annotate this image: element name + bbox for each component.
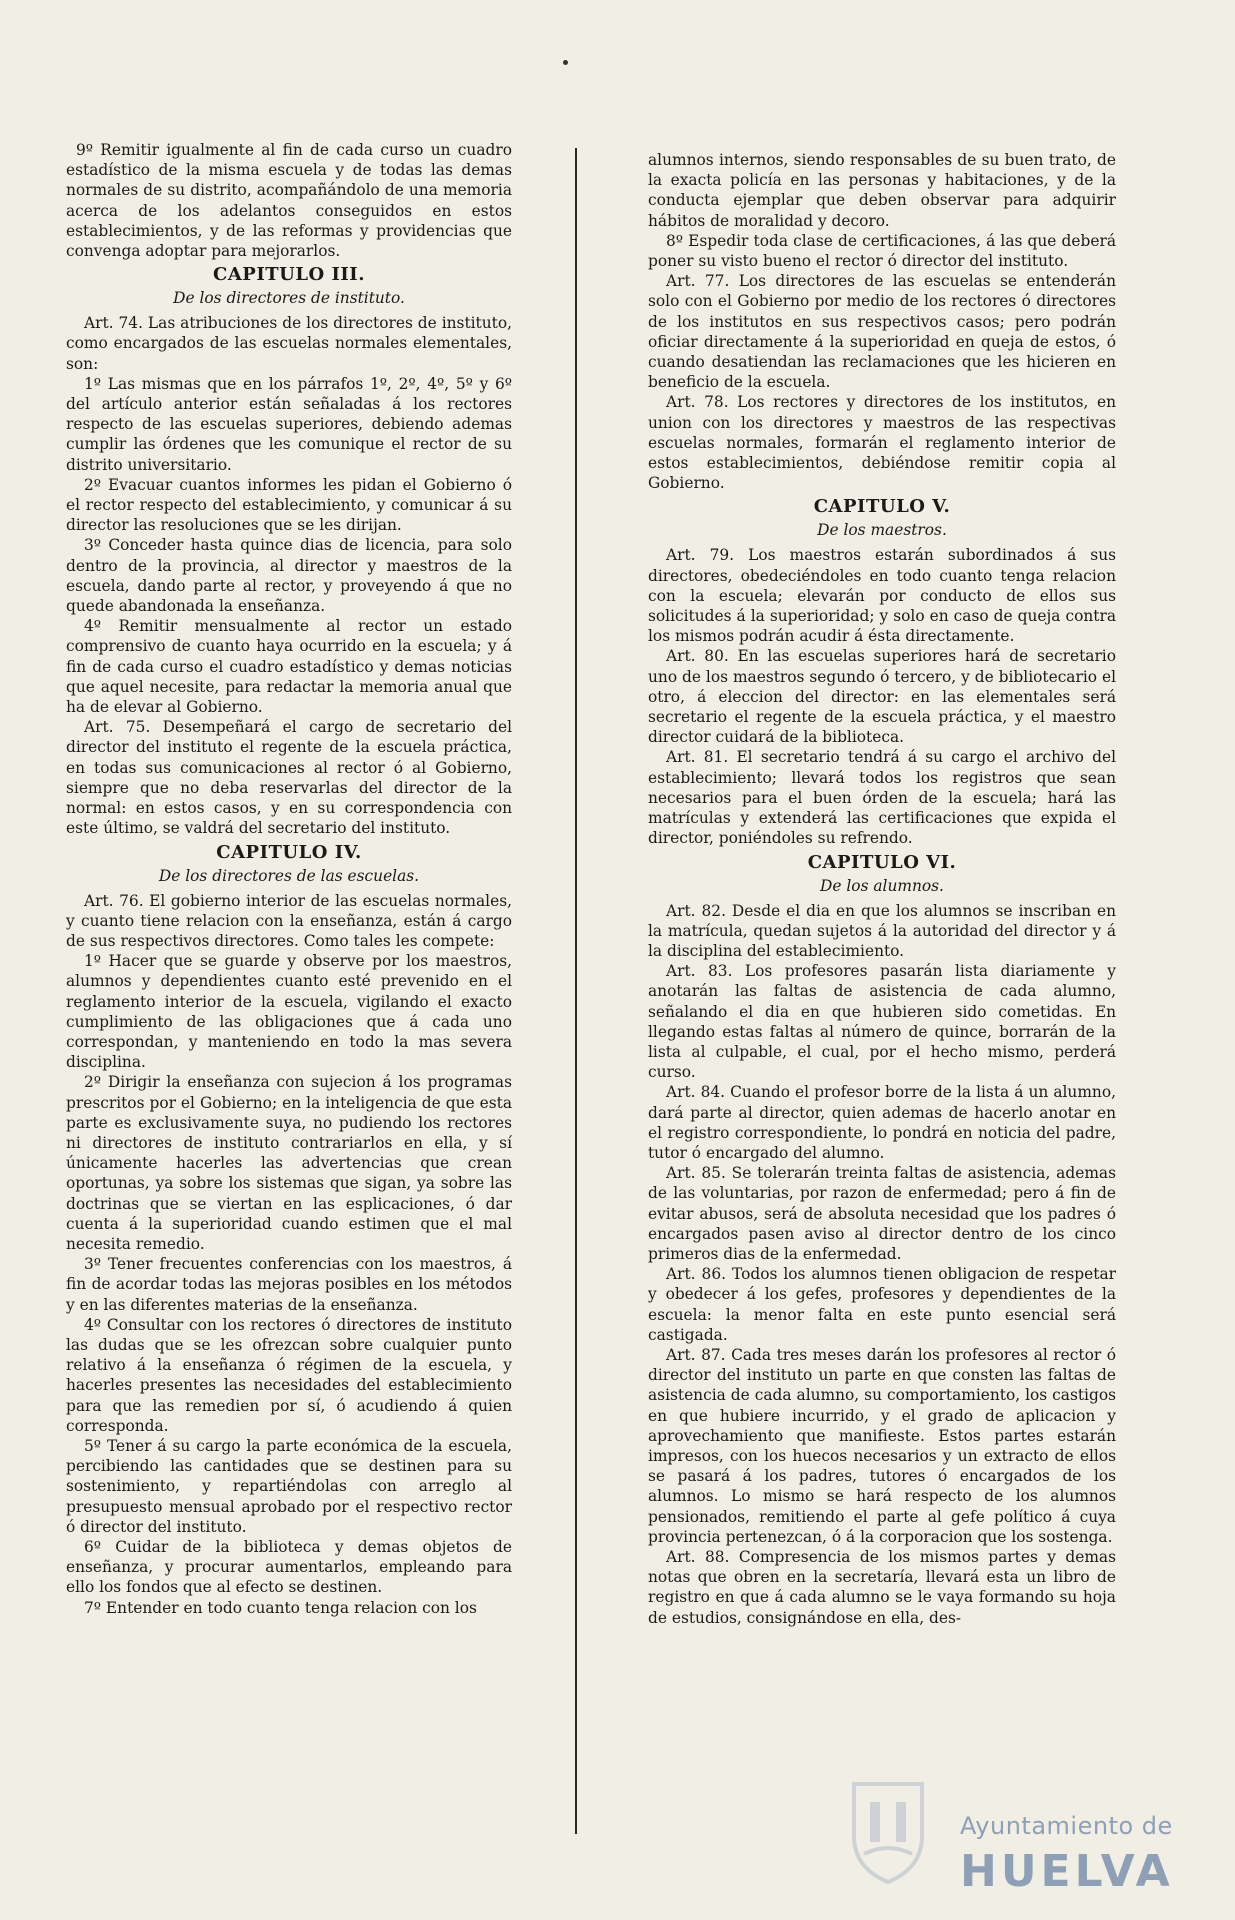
- chapter-5-subtitle: De los maestros.: [817, 521, 947, 540]
- article-88: Art. 88. Compresencia de los mismos partes y demas notas que obren en la secretaría, llevará esta un libro de registro en que á cada alumno se le vaya formando su hoja de estudios, consignándose en ella, des-: [648, 1548, 1116, 1627]
- page-mark: [563, 60, 568, 65]
- article-76: Art. 76. El gobierno interior de las escuelas normales, y cuanto tiene relacion con la enseñanza, están á cargo de sus respectivos directores. Como tales les compete:: [66, 891, 512, 950]
- chapter-5-title: CAPITULO V.: [813, 496, 951, 518]
- article-74-item-4: 4º Remitir mensualmente al rector un estado comprensivo de cuanto haya ocurrido en la escuela; y á fin de cada curso el cuadro estadístico y demas noticias que aquel necesite, para redactar la memoria anual que ha de elevar al Gobierno.: [66, 617, 512, 717]
- article-76-item-6: 6º Cuidar de la biblioteca y demas objetos de enseñanza, y procurar aumentarlos, empleando para ello los fondos que al efecto se destinen.: [66, 1538, 512, 1597]
- chapter-6-subtitle: De los alumnos.: [820, 876, 944, 895]
- watermark-line-2: HUELVA: [960, 1846, 1174, 1897]
- article-74-item-2: 2º Evacuar cuantos informes les pidan el Gobierno ó el rector respecto del establecimiento, y comunicar á su director las resoluciones que se les dirijan.: [66, 475, 512, 535]
- article-76-item-4: 4º Consultar con los rectores ó directores de instituto las dudas que se les ofrezcan sobre cualquier punto relativo á la enseñanza ó régimen de la escuela, y hacerles presentes las necesidades del establecimiento para que las remedien por sí, ó acudiendo á quien corresponda.: [66, 1315, 512, 1435]
- column-divider: [575, 148, 577, 1834]
- article-76-item-1: 1º Hacer que se guarde y observe por los maestros, alumnos y dependientes cuanto esté prevenido en el reglamento interior de la escuela, vigilando el exacto cumplimiento de las obligaciones que á cada uno correspondan, y manteniendo en todo la mas severa disciplina.: [66, 952, 512, 1072]
- article-86: Art. 86. Todos los alumnos tienen obligacion de respetar y obedecer á los gefes, profesores y dependientes de la escuela: la menor falta en este punto esencial será castigada.: [648, 1265, 1116, 1344]
- chapter-4-title: CAPITULO IV.: [216, 841, 362, 863]
- article-78: Art. 78. Los rectores y directores de los institutos, en union con los directores y maestros de las respectivas escuelas normales, formarán el reglamento interior de estos establecimientos, debiéndose remitir copia al Gobierno.: [648, 393, 1116, 493]
- article-84: Art. 84. Cuando el profesor borre de la lista á un alumno, dará parte al director, quien ademas de hacerlo anotar en el registro correspondiente, lo pondrá en noticia del padre, tutor ó encargado del alumno.: [648, 1083, 1116, 1162]
- article-74-item-1: 1º Las mismas que en los párrafos 1º, 2º, 4º, 5º y 6º del artículo anterior están señaladas á los rectores respecto de las escuelas superiores, debiendo ademas cumplir las órdenes que les comunique el rector de su distrito universitario.: [66, 374, 512, 474]
- article-75: Art. 75. Desempeñará el cargo de secretario del director del instituto el regente de la escuela práctica, en todas sus comunicaciones al rector ó al Gobierno, siempre que no deba reservarlas del director de la normal: en estos casos, y en su correspondencia con este último, se valdrá del secretario del instituto.: [66, 718, 512, 838]
- continuation-paragraph: alumnos internos, siendo responsables de su buen trato, de la exacta policía en las personas y habitaciones, y de la conducta ejemplar que deben observar para adquirir hábitos de moralidad y decoro.: [648, 151, 1116, 230]
- paragraph-9: 9º Remitir igualmente al fin de cada curso un cuadro estadístico de la misma escuela y de todas las demas normales de su distrito, acompañándolo de una memoria acerca de los adelantos conseguidos en estos establecimientos, y de las reformas y providencias que convenga adoptar para mejorarlos.: [66, 141, 512, 261]
- article-81: Art. 81. El secretario tendrá á su cargo el archivo del establecimiento; llevará todos los registros que sean necesarios para el buen órden de la escuela; hará las matrículas y extenderá las certificaciones que expida el director, poniéndoles su refrendo.: [648, 748, 1116, 848]
- watermark-line-1: Ayuntamiento de: [960, 1812, 1173, 1840]
- article-76-item-7: 7º Entender en todo cuanto tenga relacion con los: [84, 1598, 477, 1617]
- chapter-6-title: CAPITULO VI.: [807, 851, 957, 873]
- article-87: Art. 87. Cada tres meses darán los profesores al rector ó director del instituto un parte en que consten las faltas de asistencia de cada alumno, su comportamiento, los castigos en que hubiere incurrido, y el grado de aplicacion y aprovechamiento que manifieste. Estos partes estarán impresos, con los huecos necesarios y un extracto de ellos se pasará á los padres, tutores ó encargados de los alumnos. Lo mismo se hará respecto de los alumnos pensionados, remitiendo el parte al gefe político á cuya provincia pertenezcan, ó á la corporacion que los sostenga.: [648, 1345, 1116, 1546]
- article-77: Art. 77. Los directores de las escuelas se entenderán solo con el Gobierno por medio de los rectores ó directores de los institutos en sus respectivos casos; pero podrán oficiar directamente á la superioridad en queja de estos, ó cuando desatiendan las reclamaciones que les hicieren en beneficio de la escuela.: [648, 272, 1116, 392]
- article-76-item-5: 5º Tener á su cargo la parte económica de la escuela, percibiendo las cantidades que se destinen para su sostenimiento, y repartiéndolas con arreglo al presupuesto mensual aprobado por el respectivo rector ó director del instituto.: [66, 1436, 512, 1536]
- article-76-item-8: 8º Espedir toda clase de certificaciones, á las que deberá poner su visto bueno el rector ó director del instituto.: [648, 231, 1116, 271]
- article-79: Art. 79. Los maestros estarán subordinados á sus directores, obedeciéndoles en todo cuanto tenga relacion con la escuela; elevarán por conducto de ellos sus solicitudes á la superioridad; y solo en caso de queja contra los mismos podrán acudir á ésta directamente.: [648, 546, 1116, 646]
- article-85: Art. 85. Se tolerarán treinta faltas de asistencia, ademas de las voluntarias, por razon de enfermedad; pero á fin de evitar abusos, será de absoluta necesidad que los padres ó encargados pasen aviso al director dentro de los cinco primeros dias de la enfermedad.: [648, 1164, 1116, 1263]
- article-74-item-3: 3º Conceder hasta quince dias de licencia, para solo dentro de la provincia, al director y maestros de la escuela, dando parte al rector, y proveyendo á que no quede abandonada la enseñanza.: [66, 536, 512, 616]
- chapter-3-title: CAPITULO III.: [213, 264, 365, 286]
- article-74: Art. 74. Las atribuciones de los directores de instituto, como encargados de las escuelas normales elementales, son:: [66, 314, 512, 373]
- article-82: Art. 82. Desde el dia en que los alumnos se inscriban en la matrícula, quedan sujetos á la autoridad del director y á la disciplina del establecimiento.: [648, 901, 1116, 960]
- shield-icon: [848, 1776, 928, 1886]
- article-76-item-2: 2º Dirigir la enseñanza con sujecion á los programas prescritos por el Gobierno; en la inteligencia de que esta parte es exclusivamente suya, no pudiendo los rectores ni directores de instituto contrariarlos en ella, y sí únicamente hacerles las advertencias que crean oportunas, ya sobre los sistemas que sigan, ya sobre las doctrinas que se viertan en las esplicaciones, ó dar cuenta á la superioridad cuando estimen que el mal necesita remedio.: [66, 1073, 512, 1253]
- chapter-3-subtitle: De los directores de instituto.: [173, 289, 405, 308]
- article-76-item-3: 3º Tener frecuentes conferencias con los maestros, á fin de acordar todas las mejoras posibles en los métodos y en las diferentes materias de la enseñanza.: [66, 1255, 512, 1314]
- right-column: [648, 150, 1116, 1628]
- chapter-4-subtitle: De los directores de las escuelas.: [158, 866, 420, 885]
- left-column: [66, 140, 512, 1618]
- article-80: Art. 80. En las escuelas superiores hará de secretario uno de los maestros segundo ó tercero, y de bibliotecario el otro, á eleccion del director: en las elementales será secretario el regente de la escuela práctica, y el maestro director cuidará de la biblioteca.: [648, 647, 1116, 747]
- article-83: Art. 83. Los profesores pasarán lista diariamente y anotarán las faltas de asistencia de cada alumno, señalando el dia en que hubieren sido cometidas. En llegando estas faltas al número de quince, borrarán de la lista al culpable, el cual, por el hecho mismo, perderá curso.: [648, 962, 1116, 1082]
